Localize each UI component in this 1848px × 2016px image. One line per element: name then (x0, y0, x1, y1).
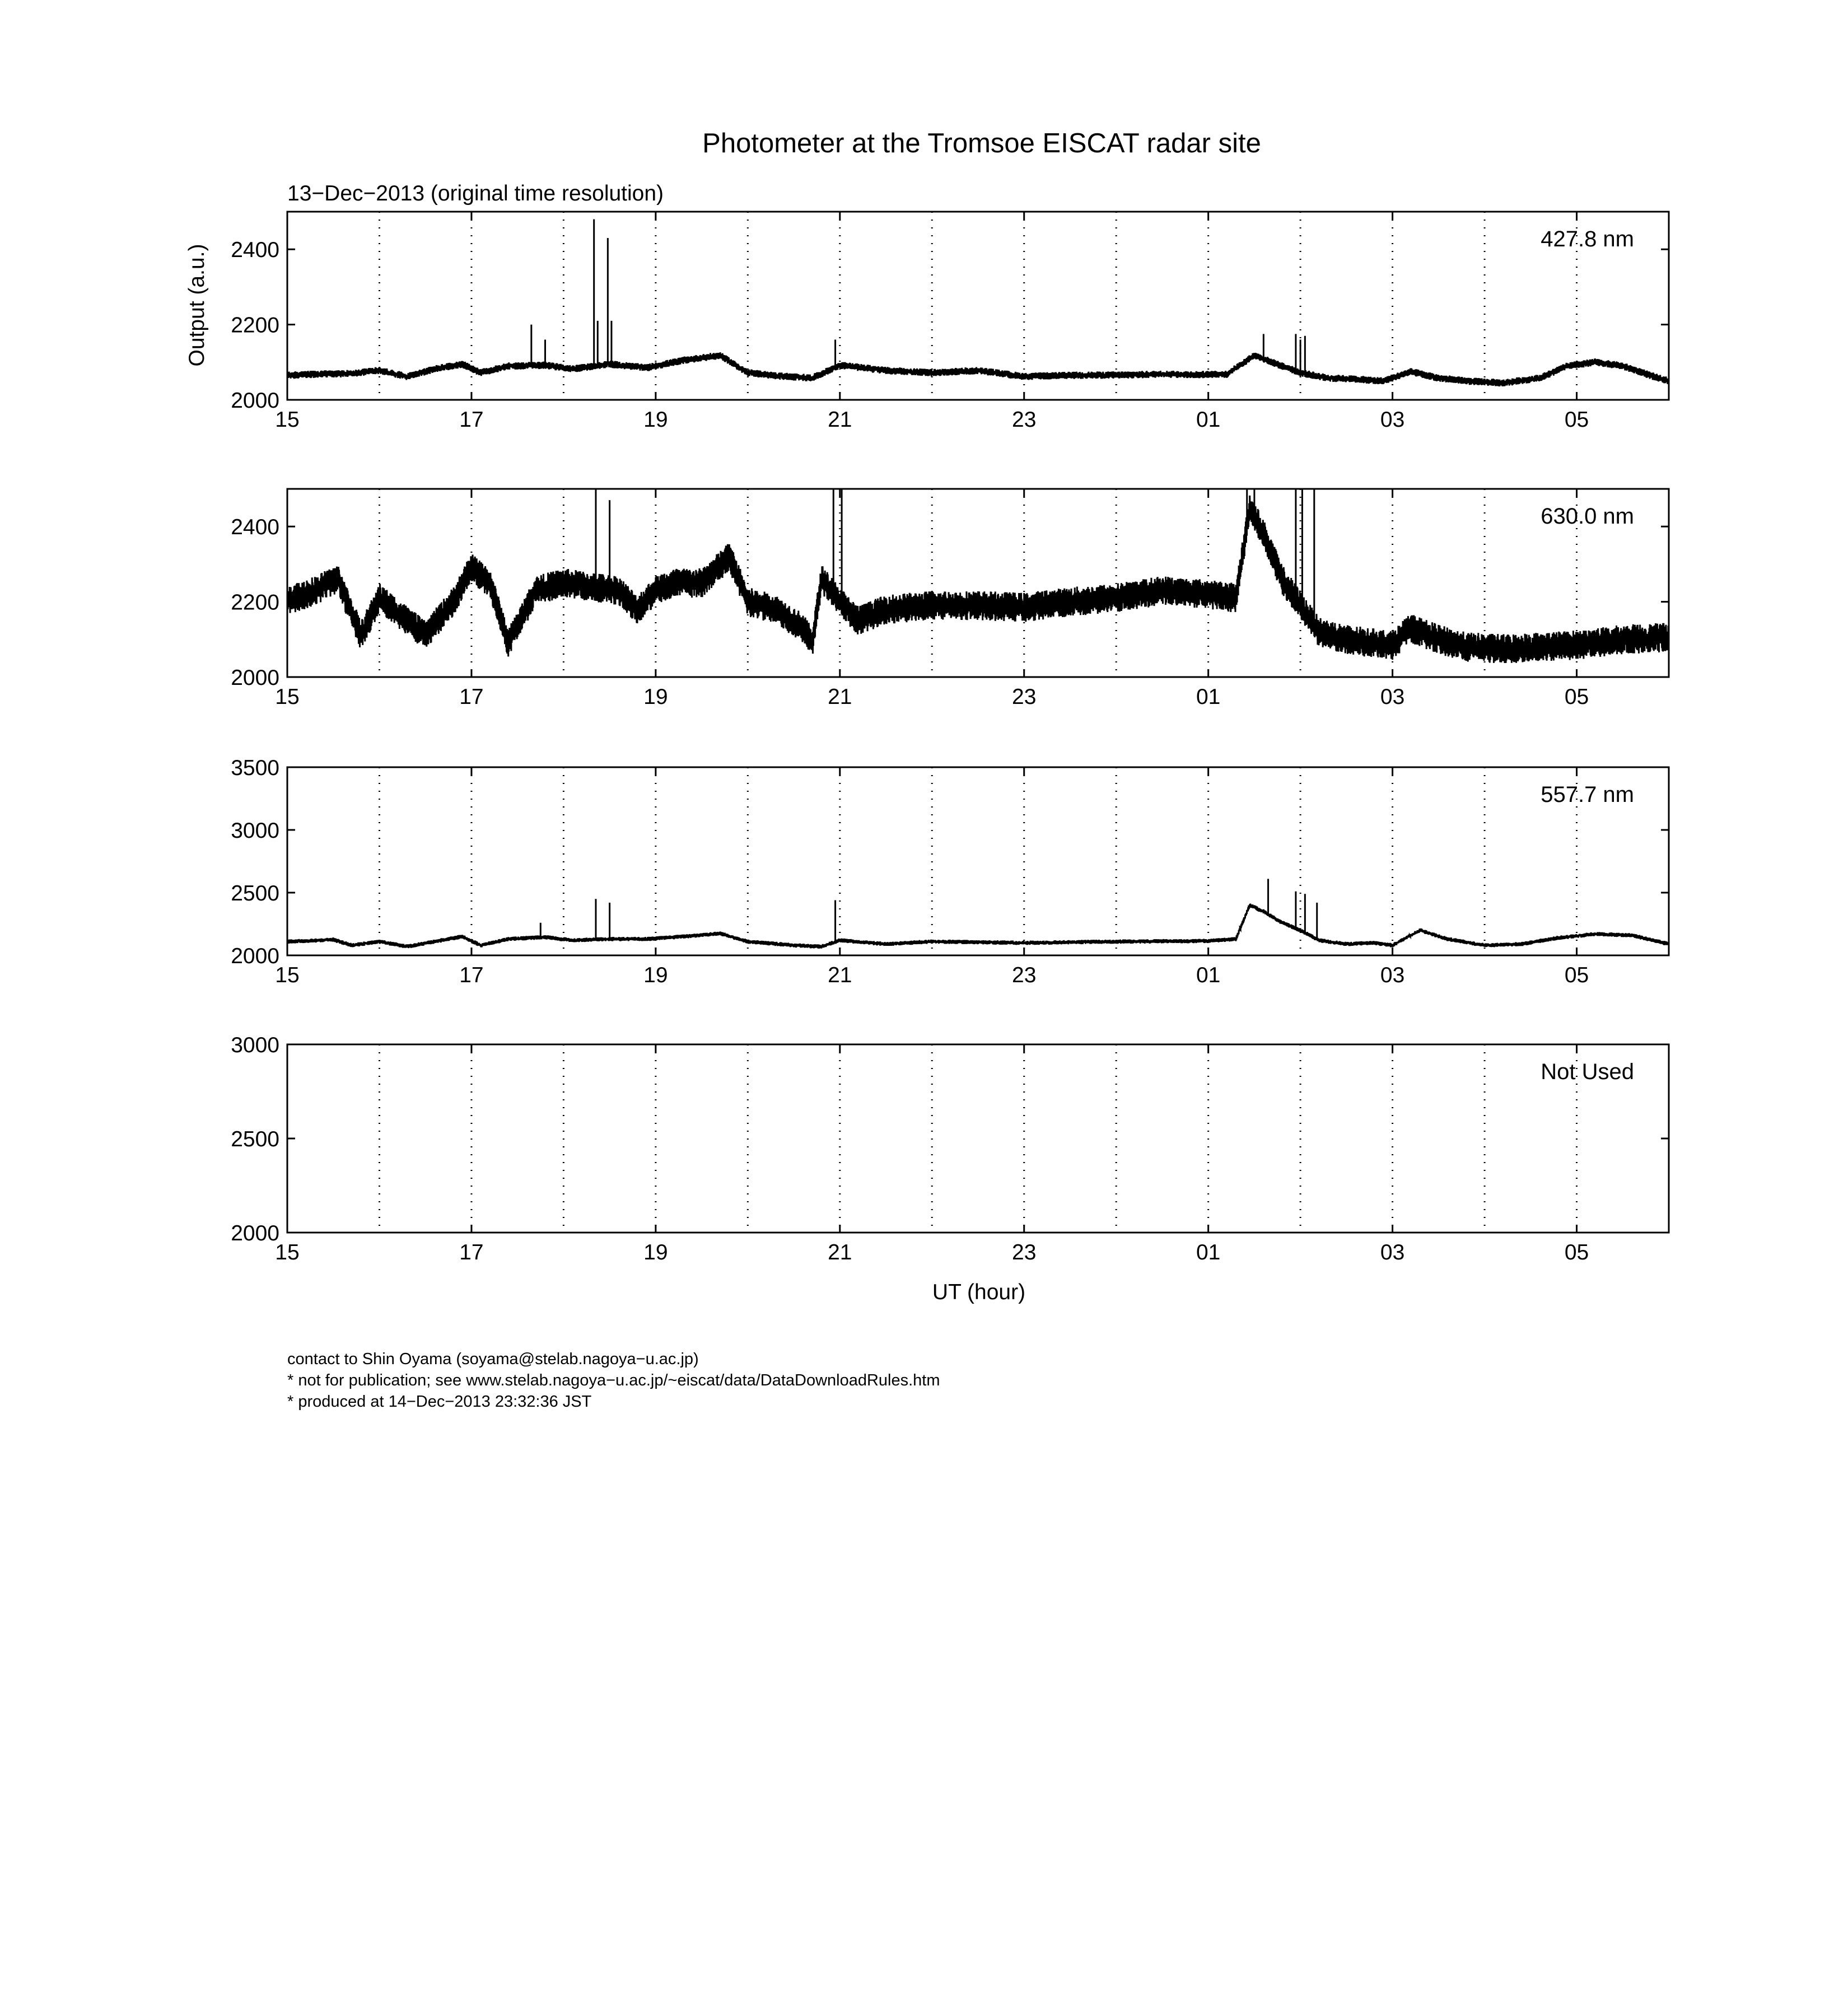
x-tick-label: 03 (1380, 685, 1405, 709)
panel-label: Not Used (1541, 1060, 1634, 1084)
y-tick-label: 2000 (231, 389, 279, 413)
y-tick-label: 2400 (231, 515, 279, 540)
y-tick-label: 2400 (231, 238, 279, 263)
x-tick-label: 03 (1380, 1240, 1405, 1264)
figure-title: Photometer at the Tromsoe EISCAT radar site (702, 128, 1261, 158)
x-tick-label: 21 (828, 685, 852, 709)
x-tick-label: 03 (1380, 408, 1405, 432)
x-tick-label: 23 (1012, 1240, 1037, 1264)
y-tick-label: 2000 (231, 666, 279, 690)
x-tick-label: 19 (643, 408, 668, 432)
x-tick-label: 01 (1196, 685, 1221, 709)
y-tick-label: 2000 (231, 944, 279, 968)
y-tick-label: 2500 (231, 881, 279, 906)
x-tick-label: 19 (643, 1240, 668, 1264)
x-tick-label: 05 (1564, 1240, 1589, 1264)
x-tick-label: 17 (459, 1240, 484, 1264)
data-trace (287, 904, 1669, 949)
y-tick-label: 2000 (231, 1221, 279, 1245)
x-tick-label: 23 (1012, 408, 1037, 432)
y-tick-label: 3000 (231, 819, 279, 843)
y-tick-label: 3000 (231, 1033, 279, 1057)
panel-2 (231, 756, 1669, 987)
footer-publication-note: * not for publication; see www.stelab.nagoya−u.ac.jp/~eiscat/data/DataDownloadRules.htm (287, 1371, 940, 1389)
y-tick-label: 2200 (231, 313, 279, 338)
x-tick-label: 23 (1012, 963, 1037, 987)
footer-notes (287, 1348, 940, 1412)
x-tick-label: 15 (275, 408, 300, 432)
x-tick-label: 05 (1564, 685, 1589, 709)
x-tick-label: 05 (1564, 408, 1589, 432)
y-tick-label: 2500 (231, 1127, 279, 1151)
data-trace (287, 496, 1669, 663)
y-axis-label: Output (a.u.) (185, 244, 209, 367)
panel-1 (231, 489, 1669, 709)
x-tick-label: 17 (459, 408, 484, 432)
x-tick-label: 21 (828, 1240, 852, 1264)
x-tick-label: 01 (1196, 408, 1221, 432)
x-tick-label: 15 (275, 963, 300, 987)
footer-produced-timestamp: * produced at 14−Dec−2013 23:32:36 JST (287, 1393, 592, 1411)
axes-box (287, 1044, 1669, 1233)
x-tick-label: 01 (1196, 1240, 1221, 1264)
footer-contact: contact to Shin Oyama (soyama@stelab.nagoya−u.ac.jp) (287, 1350, 699, 1368)
y-tick-label: 2200 (231, 590, 279, 615)
x-tick-label: 03 (1380, 963, 1405, 987)
x-tick-label: 19 (643, 685, 668, 709)
panel-0 (231, 212, 1669, 432)
panel-label: 557.7 nm (1541, 782, 1634, 807)
y-tick-label: 3500 (231, 756, 279, 780)
x-tick-label: 17 (459, 685, 484, 709)
x-tick-label: 01 (1196, 963, 1221, 987)
figure-subtitle: 13−Dec−2013 (original time resolution) (287, 181, 664, 206)
x-tick-label: 05 (1564, 963, 1589, 987)
x-tick-label: 23 (1012, 685, 1037, 709)
panel-3 (231, 1033, 1669, 1264)
axes-box (287, 767, 1669, 955)
panel-label: 630.0 nm (1541, 504, 1634, 529)
data-trace (287, 352, 1669, 386)
panel-label: 427.8 nm (1541, 227, 1634, 251)
x-tick-label: 17 (459, 963, 484, 987)
x-tick-label: 15 (275, 685, 300, 709)
x-tick-label: 19 (643, 963, 668, 987)
x-axis-label: UT (hour) (932, 1280, 1026, 1304)
x-tick-label: 21 (828, 408, 852, 432)
x-tick-label: 21 (828, 963, 852, 987)
x-tick-label: 15 (275, 1240, 300, 1264)
